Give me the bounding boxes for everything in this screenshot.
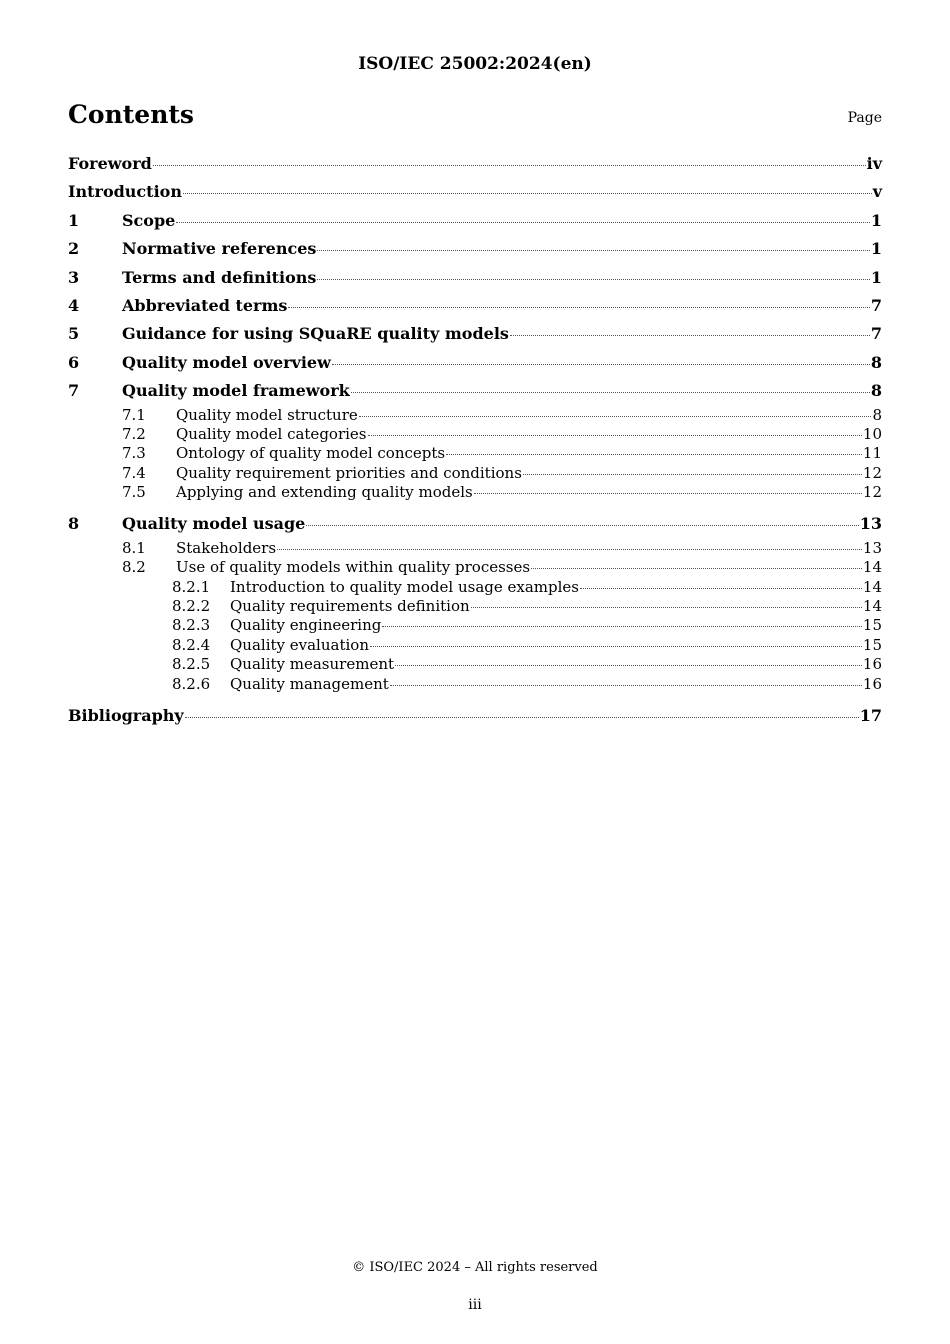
toc-entry-number: 7.5 bbox=[122, 483, 146, 502]
toc-entry-page: 16 bbox=[862, 655, 882, 674]
dot-leader bbox=[359, 415, 872, 417]
toc-entry-number: 2 bbox=[68, 239, 80, 259]
toc-entry[interactable] bbox=[68, 616, 882, 635]
toc-entry-title: Quality model framework bbox=[122, 381, 350, 401]
toc-entry[interactable] bbox=[68, 320, 882, 348]
dot-leader bbox=[580, 587, 862, 589]
dot-leader bbox=[370, 645, 862, 647]
toc-entry-page: 1 bbox=[870, 210, 882, 230]
toc-entry-number: 8.2.5 bbox=[172, 655, 211, 674]
dot-leader bbox=[317, 249, 869, 251]
toc-entry[interactable] bbox=[68, 235, 882, 263]
toc-entry-page: 1 bbox=[870, 239, 882, 259]
toc-entry-title: Introduction to quality model usage examples bbox=[230, 577, 579, 596]
toc-entry[interactable] bbox=[68, 178, 882, 206]
toc-entry-number: 7 bbox=[68, 381, 80, 401]
toc-entry-number: 7.1 bbox=[122, 405, 146, 424]
toc-entry-title: Quality model overview bbox=[122, 352, 331, 372]
toc-entry[interactable] bbox=[68, 636, 882, 655]
toc-entry-page: 14 bbox=[862, 577, 882, 596]
toc-entry-page: 8 bbox=[870, 381, 882, 401]
toc-entry-title: Applying and extending quality models bbox=[176, 483, 473, 502]
contents-title: Contents bbox=[68, 100, 195, 129]
toc-entry-number: 8.2.4 bbox=[172, 635, 211, 654]
toc-entry[interactable] bbox=[68, 377, 882, 405]
dot-leader bbox=[176, 221, 870, 223]
toc-entry-page: 1 bbox=[870, 267, 882, 287]
toc-entry-number: 5 bbox=[68, 324, 80, 344]
toc-entry-page: 15 bbox=[862, 616, 882, 635]
toc-entry-page: 11 bbox=[862, 444, 882, 463]
toc-entry[interactable] bbox=[68, 578, 882, 597]
toc-entry-number: 7.4 bbox=[122, 463, 146, 482]
toc-entry-number: 8.1 bbox=[122, 538, 146, 557]
toc-entry[interactable] bbox=[68, 425, 882, 444]
toc-entry-page: 17 bbox=[859, 705, 882, 725]
page-number: iii bbox=[468, 1297, 482, 1313]
toc-entry-title: Guidance for using SQuaRE quality models bbox=[122, 324, 509, 344]
toc-entry-page: 13 bbox=[859, 514, 882, 534]
page-column-label: Page bbox=[847, 110, 882, 126]
toc-entry-title: Stakeholders bbox=[176, 538, 277, 557]
toc-entry[interactable] bbox=[68, 510, 882, 538]
dot-leader bbox=[277, 548, 862, 550]
toc-entry-number: 7.2 bbox=[122, 424, 146, 443]
toc-entry-number: 8.2 bbox=[122, 558, 146, 577]
toc-entry-title: Scope bbox=[122, 210, 176, 230]
toc-entry-title: Terms and definitions bbox=[122, 267, 317, 287]
dot-leader bbox=[390, 684, 862, 686]
toc-entry[interactable] bbox=[68, 292, 882, 320]
toc-entry[interactable] bbox=[68, 655, 882, 674]
toc-entry-page: 7 bbox=[870, 324, 882, 344]
toc-entry[interactable] bbox=[68, 207, 882, 235]
toc-entry-page: v bbox=[872, 182, 882, 202]
toc-entry-number: 8.2.3 bbox=[172, 616, 211, 635]
toc-entry-title: Abbreviated terms bbox=[122, 295, 288, 315]
toc-entry-title: Ontology of quality model concepts bbox=[176, 444, 446, 463]
toc-entry-title: Quality model usage bbox=[122, 514, 306, 534]
dot-leader bbox=[382, 625, 862, 627]
toc-entry-page: 14 bbox=[862, 558, 882, 577]
toc-entry-number: 1 bbox=[68, 210, 80, 230]
toc-entry-page: iv bbox=[866, 154, 882, 173]
table-of-contents bbox=[68, 150, 882, 730]
dot-leader bbox=[185, 716, 859, 718]
dot-leader bbox=[368, 434, 862, 436]
toc-entry-page: 12 bbox=[862, 463, 882, 482]
dot-leader bbox=[474, 492, 862, 494]
dot-leader bbox=[332, 363, 870, 365]
toc-entry-title: Quality measurement bbox=[230, 655, 395, 674]
toc-entry[interactable] bbox=[68, 483, 882, 502]
toc-entry-title: Quality model structure bbox=[176, 405, 358, 424]
dot-leader bbox=[395, 664, 862, 666]
dot-leader bbox=[183, 192, 872, 194]
toc-entry[interactable] bbox=[68, 349, 882, 377]
toc-entry-page: 15 bbox=[862, 635, 882, 654]
dot-leader bbox=[531, 567, 862, 569]
toc-entry[interactable] bbox=[68, 150, 882, 178]
toc-entry-page: 7 bbox=[870, 295, 882, 315]
toc-entry-title: Quality requirement priorities and conditions bbox=[176, 463, 522, 482]
dot-leader bbox=[306, 524, 858, 526]
toc-entry[interactable] bbox=[68, 264, 882, 292]
document-header: ISO/IEC 25002:2024(en) bbox=[358, 54, 592, 74]
toc-entry-title: Normative references bbox=[122, 239, 317, 259]
dot-leader bbox=[471, 606, 862, 608]
toc-entry[interactable] bbox=[68, 444, 882, 463]
toc-entry-title: Quality engineering bbox=[230, 616, 382, 635]
toc-entry-page: 10 bbox=[862, 424, 882, 443]
toc-entry[interactable] bbox=[68, 464, 882, 483]
toc-entry-number: 8.2.6 bbox=[172, 674, 211, 693]
toc-entry[interactable] bbox=[68, 539, 882, 558]
toc-entry-page: 12 bbox=[862, 483, 882, 502]
toc-entry-title: Quality requirements definition bbox=[230, 597, 470, 616]
dot-leader bbox=[510, 334, 870, 336]
toc-entry-title: Introduction bbox=[68, 182, 182, 202]
toc-entry-title: Quality management bbox=[230, 674, 389, 693]
dot-leader bbox=[446, 453, 862, 455]
toc-entry-number: 6 bbox=[68, 352, 80, 372]
dot-leader bbox=[317, 278, 869, 280]
toc-entry-number: 8.2.1 bbox=[172, 577, 211, 596]
toc-entry-title: Bibliography bbox=[68, 705, 184, 725]
toc-entry[interactable] bbox=[68, 702, 882, 730]
toc-entry[interactable] bbox=[68, 558, 882, 577]
toc-entry-number: 8.2.2 bbox=[172, 597, 211, 616]
dot-leader bbox=[351, 391, 870, 393]
toc-entry-title: Foreword bbox=[68, 154, 152, 173]
toc-entry-page: 13 bbox=[862, 538, 882, 557]
toc-entry-title: Quality evaluation bbox=[230, 635, 369, 654]
toc-entry-page: 8 bbox=[870, 352, 882, 372]
toc-entry-title: Quality model categories bbox=[176, 424, 367, 443]
toc-entry-number: 3 bbox=[68, 267, 80, 287]
toc-entry-number: 8 bbox=[68, 514, 80, 534]
dot-leader bbox=[288, 306, 869, 308]
toc-entry[interactable] bbox=[68, 597, 882, 616]
copyright-footer: © ISO/IEC 2024 – All rights reserved bbox=[352, 1260, 598, 1275]
toc-entry-number: 7.3 bbox=[122, 444, 146, 463]
toc-entry[interactable] bbox=[68, 406, 882, 425]
dot-leader bbox=[523, 473, 862, 475]
dot-leader bbox=[153, 164, 866, 166]
toc-entry-title: Use of quality models within quality processes bbox=[176, 558, 531, 577]
toc-entry[interactable] bbox=[68, 675, 882, 694]
toc-entry-number: 4 bbox=[68, 295, 80, 315]
toc-entry-page: 14 bbox=[862, 597, 882, 616]
toc-entry-page: 8 bbox=[872, 405, 882, 424]
toc-entry-page: 16 bbox=[862, 674, 882, 693]
